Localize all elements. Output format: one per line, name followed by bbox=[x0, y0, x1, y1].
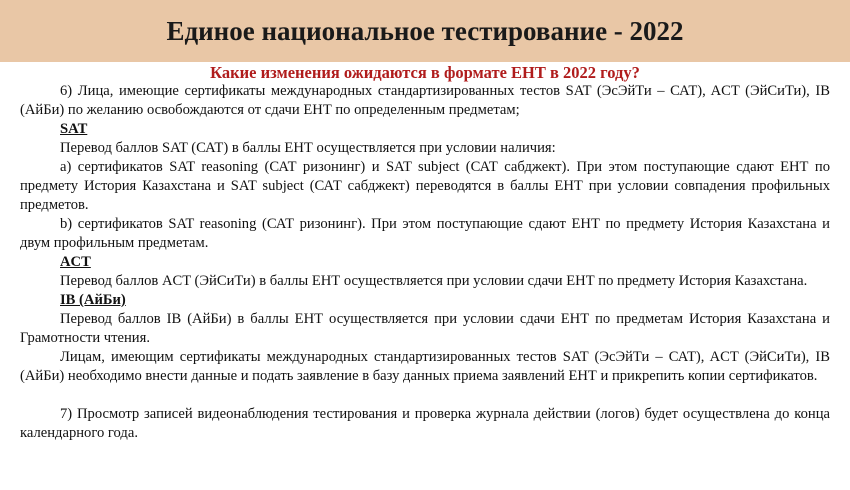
slide-title: Единое национальное тестирование - 2022 bbox=[166, 15, 684, 46]
paragraph-6: 6) Лица, имеющие сертификаты международных стандартизированных тестов SAT (ЭсЭйТи – САТ), ACT (ЭйСиТи), IB (АйБи) по желанию освобождаются от сдачи ЕНТ по определенным предметам; bbox=[20, 83, 830, 118]
slide-body bbox=[0, 63, 850, 443]
paragraph-ib: Перевод баллов IB (АйБи) в баллы ЕНТ осуществляется при условии сдачи ЕНТ по предметам История Казахстана и Грамотности чтения. bbox=[20, 311, 830, 346]
paragraph-certificates: Лицам, имеющим сертификаты международных стандартизированных тестов SAT (ЭсЭйТи – САТ), ACT (ЭйСиТи), IB (АйБи) необходимо внести данные и подать заявление в базу данных приема заявлений ЕНТ и прикрепить копии сертификатов. bbox=[20, 349, 830, 384]
slide-header bbox=[0, 0, 850, 62]
section-heading-ib: IB (АйБи) bbox=[60, 292, 126, 308]
section-heading-sat: SAT bbox=[60, 121, 88, 137]
paragraph-7: 7) Просмотр записей видеонаблюдения тестирования и проверка журнала действии (логов) будет осуществлена до конца календарного года. bbox=[20, 406, 830, 441]
paragraph-sat-b: b) сертификатов SAT reasoning (САТ ризонинг). При этом поступающие сдают ЕНТ по предмету История Казахстана и двум профильным предметам. bbox=[20, 216, 830, 251]
paragraph-act: Перевод баллов ACT (ЭйСиТи) в баллы ЕНТ осуществляется при условии сдачи ЕНТ по предмету История Казахстана. bbox=[60, 273, 808, 289]
section-heading-act: ACT bbox=[60, 254, 91, 270]
slide-subtitle: Какие изменения ожидаются в формате ЕНТ в 2022 году? bbox=[210, 63, 640, 82]
paragraph-sat-intro: Перевод баллов SAT (САТ) в баллы ЕНТ осуществляется при условии наличия: bbox=[60, 140, 556, 156]
paragraph-sat-a: а) сертификатов SAT reasoning (САТ ризонинг) и SAT subject (САТ сабджект). При этом поступающие сдают ЕНТ по предмету История Казахстана и SAT subject (САТ сабджект) переводятся в баллы ЕНТ при условии совпадения профильных предметов. bbox=[20, 159, 830, 213]
spacer bbox=[20, 386, 830, 405]
